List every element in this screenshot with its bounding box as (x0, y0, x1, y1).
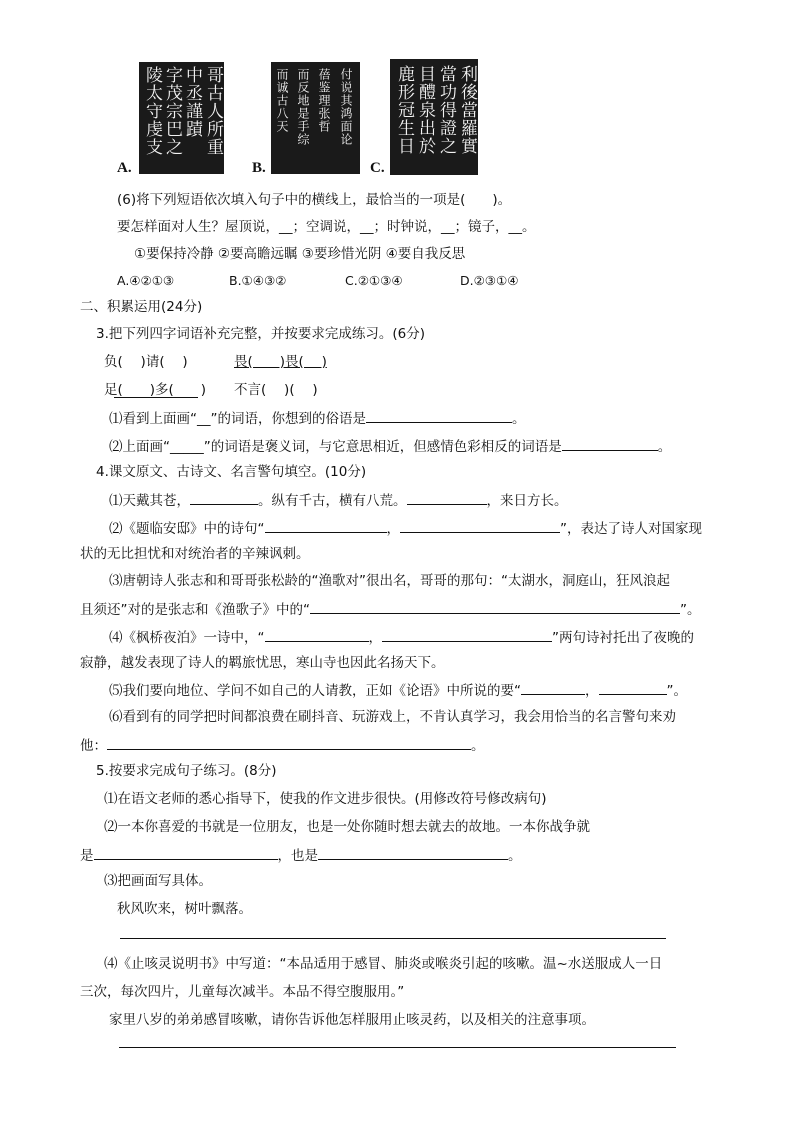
q4-s2-text: ⑵《题临安邸》中的诗句“ (109, 521, 265, 537)
q5-s2-end: 。 (508, 848, 522, 864)
q4-s6-end: 。 (471, 738, 485, 754)
calligraphy-col: 中丞謹蹟 (182, 66, 202, 138)
q4-s2-cont: 状的无比担忧和对统治者的辛辣讽刺。 (80, 546, 310, 562)
calligraphy-col: 而诚古八天 (275, 68, 289, 133)
calligraphy-col: 目醴泉出於 (415, 65, 435, 155)
q3-sub1-end: 。 (512, 411, 526, 427)
answer-blank[interactable] (190, 490, 258, 505)
answer-blank[interactable] (366, 408, 512, 423)
q5-s3: ⑶把画面写具体。 (104, 873, 212, 889)
q4-s4-sep: ， (368, 630, 382, 646)
q4-s3-end: ”。 (680, 602, 701, 618)
q4-s4-text2: ”两句诗衬托出了夜晚的 (552, 630, 694, 646)
q3-sub1 (109, 408, 526, 428)
q4-s3-text: 且须还”对的是张志和《渔歌子》中的“ (80, 602, 310, 618)
answer-blank[interactable] (521, 680, 585, 695)
calligraphy-col: 陵太守虔支 (142, 66, 162, 156)
q3-sub1-text: ⑴看到上面画“__”的词语，你想到的俗语是 (109, 411, 366, 427)
option-label-c: C. (370, 160, 385, 176)
q3-sub2 (109, 436, 671, 456)
answer-blank[interactable] (407, 490, 487, 505)
option-label-b: B. (252, 160, 266, 176)
calligraphy-col: 而反地是手综 (296, 68, 310, 146)
answer-blank[interactable] (265, 518, 387, 533)
q5-s1: ⑴在语文老师的悉心指导下，使我的作文进步很快。(用修改符号修改病句) (104, 791, 547, 807)
calligraphy-col: 字茂宗巴之 (162, 66, 182, 156)
q3-stem: 3.把下列四字词语补充完整，并按要求完成练习。(6分) (96, 326, 426, 342)
q5-s3-sentence: 秋风吹来，树叶飘落。 (117, 901, 252, 917)
answer-line[interactable] (120, 938, 666, 939)
q5-s2-text: 是 (80, 848, 94, 864)
calligraphy-col: 蓓鉴理张哲 (317, 68, 331, 133)
calligraphy-col: 鹿形冠生日 (394, 65, 414, 155)
q5-stem: 5.按要求完成句子练习。(8分) (96, 763, 277, 779)
answer-blank[interactable] (562, 436, 658, 451)
q3-sub2-end: 。 (657, 439, 672, 455)
q3-row2-word2: 不言( )( ) (234, 382, 318, 398)
q4-s2 (109, 518, 702, 538)
q6-option-a: A.④②①③ (117, 273, 175, 288)
q4-stem: 4.课文原文、古诗文、名言警句填空。(10分) (96, 464, 367, 480)
option-label-a: A. (117, 160, 132, 176)
answer-blank[interactable] (265, 627, 369, 642)
q4-s6-cont (80, 735, 485, 755)
q3-row1-word2: 畏( )畏( ) (234, 354, 327, 370)
q3-row2-word1: 足( )多( ) (104, 382, 207, 398)
q4-s1-text2: 。纵有千古，横有八荒。 (258, 493, 407, 509)
q4-s5 (109, 680, 687, 700)
answer-blank[interactable] (400, 518, 560, 533)
answer-blank[interactable] (94, 845, 278, 860)
q6-option-d: D.②③①④ (460, 273, 519, 288)
q4-s1-text: ⑴天戴其苍， (109, 493, 190, 509)
q4-s3-cont (80, 599, 701, 619)
q3-sub2-text: ⑵上面画“_____”的词语是褒义词，与它意思相近，但感情色彩相反的词语是 (109, 439, 562, 455)
q3-row1-word1: 负( )请( ) (104, 354, 188, 370)
q4-s4-text: ⑷《枫桥夜泊》一诗中，“ (109, 630, 265, 646)
q4-s1 (109, 490, 568, 510)
q4-s5-sep: ， (585, 683, 599, 699)
q4-s3: ⑶唐朝诗人张志和和哥哥张松龄的“渔歌对”很出名，哥哥的那句：“太湖水，洞庭山，狂风浪起 (109, 573, 670, 589)
section-title: 二、积累运用(24分) (80, 299, 203, 315)
q5-s4-task: 家里八岁的弟弟感冒咳嗽，请你告诉他怎样服用止咳灵药，以及相关的注意事项。 (109, 1012, 595, 1028)
q5-s2: ⑵一本你喜爱的书就是一位朋友，也是一处你随时想去就去的故地。一本你战争就 (104, 819, 590, 835)
answer-blank[interactable] (107, 735, 471, 750)
q5-s2-cont (80, 845, 522, 865)
q4-s5-text: ⑸我们要向地位、学问不如自己的人请教，正如《论语》中所说的要“ (109, 683, 521, 699)
q5-s4-cont: 三次，每次四片，儿童每次减半。本品不得空腹服用。” (80, 984, 405, 1000)
calligraphy-col: 當功得證之 (436, 65, 456, 155)
q6-phrases: ①要保持冷静 ②要高瞻远瞩 ③要珍惜光阴 ④要自我反思 (134, 246, 466, 262)
answer-blank[interactable] (310, 599, 680, 614)
calligraphy-col: 利後當羅實 (457, 65, 477, 155)
q5-s2-text2: ，也是 (277, 848, 318, 864)
q4-s1-text3: ，来日方长。 (486, 493, 568, 509)
calligraphy-col: 付说其鸿面论 (339, 68, 353, 146)
q4-s2-sep: ， (386, 521, 400, 537)
q4-s4 (109, 627, 694, 647)
answer-line[interactable] (119, 1047, 676, 1048)
q4-s6: ⑹看到有的同学把时间都浪费在刷抖音、玩游戏上，不肯认真学习，我会用恰当的名言警句来劝 (109, 709, 676, 725)
answer-blank[interactable] (382, 627, 552, 642)
q6-option-b: B.①④③② (229, 273, 287, 288)
underline-mark (114, 397, 198, 398)
answer-blank[interactable] (318, 845, 508, 860)
q4-s5-end: ”。 (666, 683, 687, 699)
q5-s4: ⑷《止咳灵说明书》中写道：“本品适用于感冒、肺炎或喉炎引起的咳嗽。温~水送服成人一日 (104, 956, 663, 972)
q6-option-c: C.②①③④ (345, 273, 403, 288)
q6-stem: (6)将下列短语依次填入句子中的横线上，最恰当的一项是( )。 (117, 192, 512, 208)
q4-s4-cont: 寂静，越发表现了诗人的羁旅忧思，寒山寺也因此名扬天下。 (80, 655, 445, 671)
q4-s2-text2: ”，表达了诗人对国家现 (560, 521, 702, 537)
answer-blank[interactable] (599, 680, 667, 695)
q4-s6-text: 他： (80, 738, 107, 754)
calligraphy-col: 哥古人所重 (203, 66, 223, 156)
q6-sentence: 要怎样面对人生？屋顶说，__；空调说，__；时钟说，__；镜子，__。 (117, 219, 536, 235)
